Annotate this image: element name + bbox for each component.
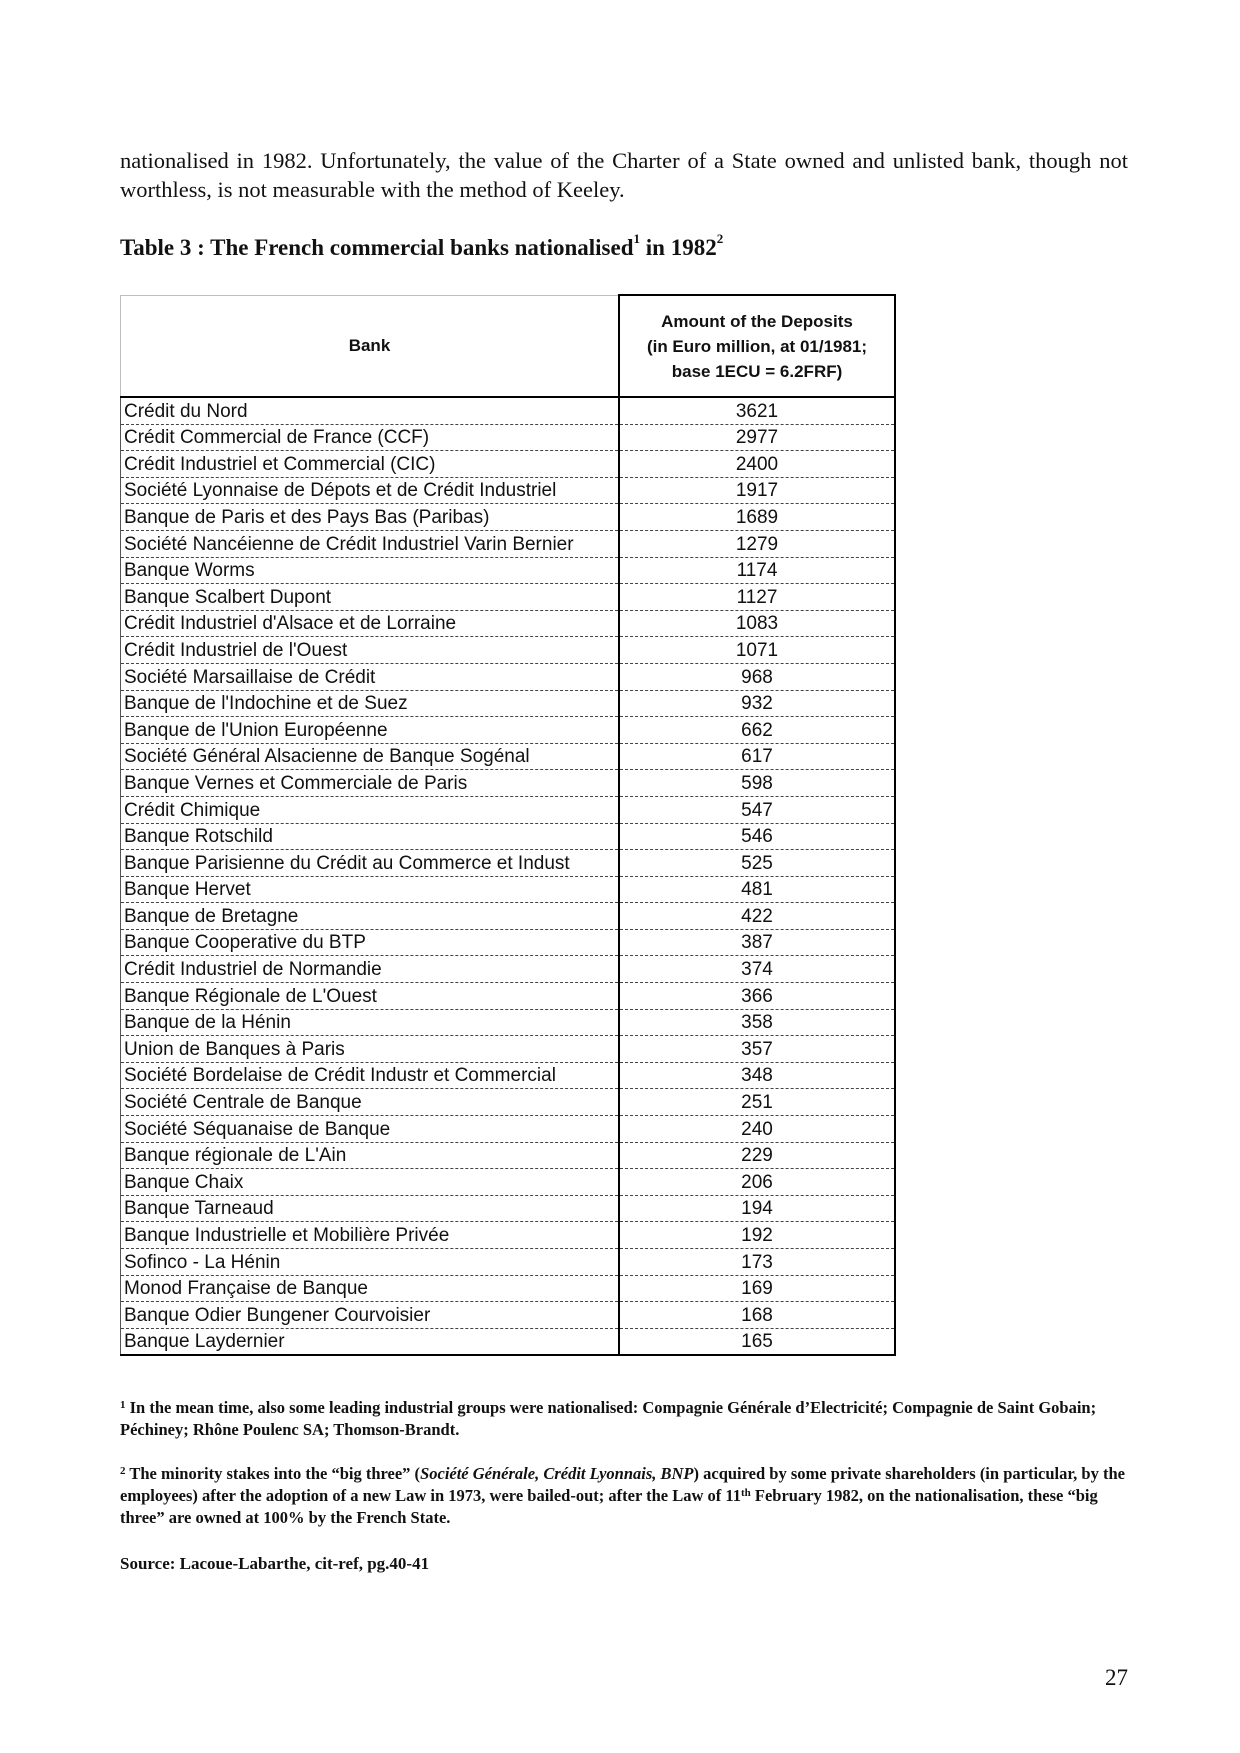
footnote-2-ordinal: th [740, 1487, 751, 1499]
footnote-1 [120, 1397, 1128, 1441]
bank-name-cell: Banque Régionale de L'Ouest [121, 983, 620, 1010]
bank-name-cell: Banque Vernes et Commerciale de Paris [121, 770, 620, 797]
table-row [121, 1116, 896, 1143]
deposit-amount-cell: 2977 [619, 424, 895, 451]
table-row [121, 584, 896, 611]
table-row [121, 796, 896, 823]
table-body [121, 397, 896, 1355]
footnote-1-text: In the mean time, also some leading industrial groups were nationalised: Compagnie Générale d’Electricité; Compagnie de Saint Gobain; Péchiney; Rhône Poulenc SA; Thomson-Brandt. [120, 1398, 1097, 1439]
table-row [121, 1222, 896, 1249]
deposit-amount-cell: 547 [619, 796, 895, 823]
deposit-amount-cell: 3621 [619, 397, 895, 424]
bank-name-cell: Banque Worms [121, 557, 620, 584]
table-row [121, 770, 896, 797]
bank-name-cell: Banque Cooperative du BTP [121, 929, 620, 956]
bank-name-cell: Banque Parisienne du Crédit au Commerce et Indust [121, 850, 620, 877]
column-header-amount [619, 295, 895, 397]
table-title [120, 231, 724, 261]
deposit-amount-cell: 617 [619, 743, 895, 770]
deposit-amount-cell: 546 [619, 823, 895, 850]
table-row [121, 956, 896, 983]
table-row [121, 823, 896, 850]
deposit-amount-cell: 165 [619, 1328, 895, 1355]
table-row [121, 451, 896, 478]
table-row [121, 1142, 896, 1169]
deposit-amount-cell: 1127 [619, 584, 895, 611]
table-title-year: in 1982 [640, 235, 717, 260]
deposit-amount-cell: 206 [619, 1169, 895, 1196]
table-row [121, 929, 896, 956]
footnote-1-mark: 1 [120, 1399, 126, 1411]
deposit-amount-cell: 229 [619, 1142, 895, 1169]
table-row [121, 690, 896, 717]
column-header-amount-line3: base 1ECU = 6.2FRF) [671, 361, 843, 381]
deposit-amount-cell: 173 [619, 1249, 895, 1276]
table-row [121, 1169, 896, 1196]
table-row [121, 983, 896, 1010]
table-row [121, 637, 896, 664]
bank-name-cell: Société Lyonnaise de Dépots et de Crédit Industriel [121, 477, 620, 504]
bank-name-cell: Banque régionale de L'Ain [121, 1142, 620, 1169]
deposit-amount-cell: 348 [619, 1062, 895, 1089]
bank-name-cell: Banque Chaix [121, 1169, 620, 1196]
deposit-amount-cell: 168 [619, 1302, 895, 1329]
intro-paragraph: nationalised in 1982. Unfortunately, the value of the Charter of a State owned and unlisted bank, though not worthless, is not measurable with the method of Keeley. [120, 148, 1128, 202]
deposit-amount-cell: 662 [619, 717, 895, 744]
deposit-amount-cell: 366 [619, 983, 895, 1010]
table-row [121, 1328, 896, 1355]
page-number: 27 [1105, 1665, 1128, 1690]
deposit-amount-cell: 422 [619, 903, 895, 930]
table-row [121, 1249, 896, 1276]
bank-name-cell: Sofinco - La Hénin [121, 1249, 620, 1276]
table-row [121, 424, 896, 451]
table-row [121, 397, 896, 424]
source-citation: Source: Lacoue-Labarthe, cit-ref, pg.40-41 [120, 1554, 430, 1573]
bank-name-cell: Crédit Industriel et Commercial (CIC) [121, 451, 620, 478]
bank-name-cell: Banque Hervet [121, 876, 620, 903]
bank-name-cell: Banque de Paris et des Pays Bas (Paribas) [121, 504, 620, 531]
bank-name-cell: Banque Scalbert Dupont [121, 584, 620, 611]
deposit-amount-cell: 481 [619, 876, 895, 903]
table-row [121, 1009, 896, 1036]
table-row [121, 504, 896, 531]
footnote-2-text-c: February 1982, on the nationalisation, these “big three” are owned at 100% by the French State. [120, 1486, 1098, 1527]
deposit-amount-cell: 1083 [619, 610, 895, 637]
deposit-amount-cell: 1174 [619, 557, 895, 584]
table-row [121, 850, 896, 877]
footnote-2-mark: 2 [120, 1465, 126, 1477]
bank-name-cell: Union de Banques à Paris [121, 1036, 620, 1063]
table-title-footnote-ref-2: 2 [716, 231, 724, 246]
bank-name-cell: Banque Odier Bungener Courvoisier [121, 1302, 620, 1329]
table-row [121, 717, 896, 744]
bank-name-cell: Banque Industrielle et Mobilière Privée [121, 1222, 620, 1249]
deposit-amount-cell: 1071 [619, 637, 895, 664]
table-title-text: Table 3 : The French commercial banks nationalised [120, 235, 634, 260]
table-row [121, 557, 896, 584]
bank-name-cell: Monod Française de Banque [121, 1275, 620, 1302]
bank-name-cell: Banque de l'Indochine et de Suez [121, 690, 620, 717]
table-row [121, 610, 896, 637]
bank-name-cell: Banque de Bretagne [121, 903, 620, 930]
footnote-2 [120, 1463, 1128, 1529]
deposit-amount-cell: 1279 [619, 530, 895, 557]
column-header-bank: Bank [121, 295, 620, 397]
bank-name-cell: Société Centrale de Banque [121, 1089, 620, 1116]
table-row [121, 1302, 896, 1329]
bank-name-cell: Banque Laydernier [121, 1328, 620, 1355]
bank-name-cell: Crédit Industriel d'Alsace et de Lorraine [121, 610, 620, 637]
deposit-amount-cell: 968 [619, 663, 895, 690]
deposit-amount-cell: 169 [619, 1275, 895, 1302]
column-header-amount-line1: Amount of the Deposits [661, 311, 853, 331]
bank-name-cell: Société Bordelaise de Crédit Industr et Commercial [121, 1062, 620, 1089]
deposit-amount-cell: 251 [619, 1089, 895, 1116]
footnote-2-text-a: The minority stakes into the “big three” ( [125, 1464, 421, 1483]
deposit-amount-cell: 358 [619, 1009, 895, 1036]
deposit-amount-cell: 192 [619, 1222, 895, 1249]
table-row [121, 1036, 896, 1063]
bank-name-cell: Banque Tarneaud [121, 1195, 620, 1222]
deposit-amount-cell: 194 [619, 1195, 895, 1222]
deposit-amount-cell: 525 [619, 850, 895, 877]
bank-name-cell: Société Marsaillaise de Crédit [121, 663, 620, 690]
table-row [121, 1275, 896, 1302]
bank-name-cell: Société Nancéienne de Crédit Industriel Varin Bernier [121, 530, 620, 557]
table-header-row [121, 295, 896, 397]
table-row [121, 1089, 896, 1116]
deposit-amount-cell: 2400 [619, 451, 895, 478]
column-header-amount-line2: (in Euro million, at 01/1981; [646, 336, 868, 356]
bank-name-cell: Crédit Commercial de France (CCF) [121, 424, 620, 451]
table-row [121, 876, 896, 903]
bank-name-cell: Société Séquanaise de Banque [121, 1116, 620, 1143]
deposit-amount-cell: 387 [619, 929, 895, 956]
table-row [121, 663, 896, 690]
bank-name-cell: Banque de la Hénin [121, 1009, 620, 1036]
footnote-2-banks: Société Générale, Crédit Lyonnais, BNP [420, 1464, 694, 1483]
deposit-amount-cell: 932 [619, 690, 895, 717]
bank-name-cell: Crédit du Nord [121, 397, 620, 424]
table-row [121, 1195, 896, 1222]
table-row [121, 530, 896, 557]
bank-name-cell: Banque Rotschild [121, 823, 620, 850]
table-title-footnote-ref-1: 1 [633, 231, 641, 246]
bank-name-cell: Banque de l'Union Européenne [121, 717, 620, 744]
table-row [121, 1062, 896, 1089]
table-row [121, 477, 896, 504]
deposit-amount-cell: 598 [619, 770, 895, 797]
deposit-amount-cell: 357 [619, 1036, 895, 1063]
deposit-amount-cell: 1689 [619, 504, 895, 531]
footnote-2-text-b: ) acquired by some private shareholders (in particular, by the employees) after the adoption of a new Law in 1973, were bailed-out; after the Law of 11 [120, 1464, 1125, 1505]
bank-name-cell: Société Général Alsacienne de Banque Sogénal [121, 743, 620, 770]
deposit-amount-cell: 374 [619, 956, 895, 983]
deposit-amount-cell: 240 [619, 1116, 895, 1143]
table-row [121, 903, 896, 930]
table-row [121, 743, 896, 770]
banks-table [120, 294, 896, 1356]
bank-name-cell: Crédit Chimique [121, 796, 620, 823]
bank-name-cell: Crédit Industriel de Normandie [121, 956, 620, 983]
bank-name-cell: Crédit Industriel de l'Ouest [121, 637, 620, 664]
deposit-amount-cell: 1917 [619, 477, 895, 504]
